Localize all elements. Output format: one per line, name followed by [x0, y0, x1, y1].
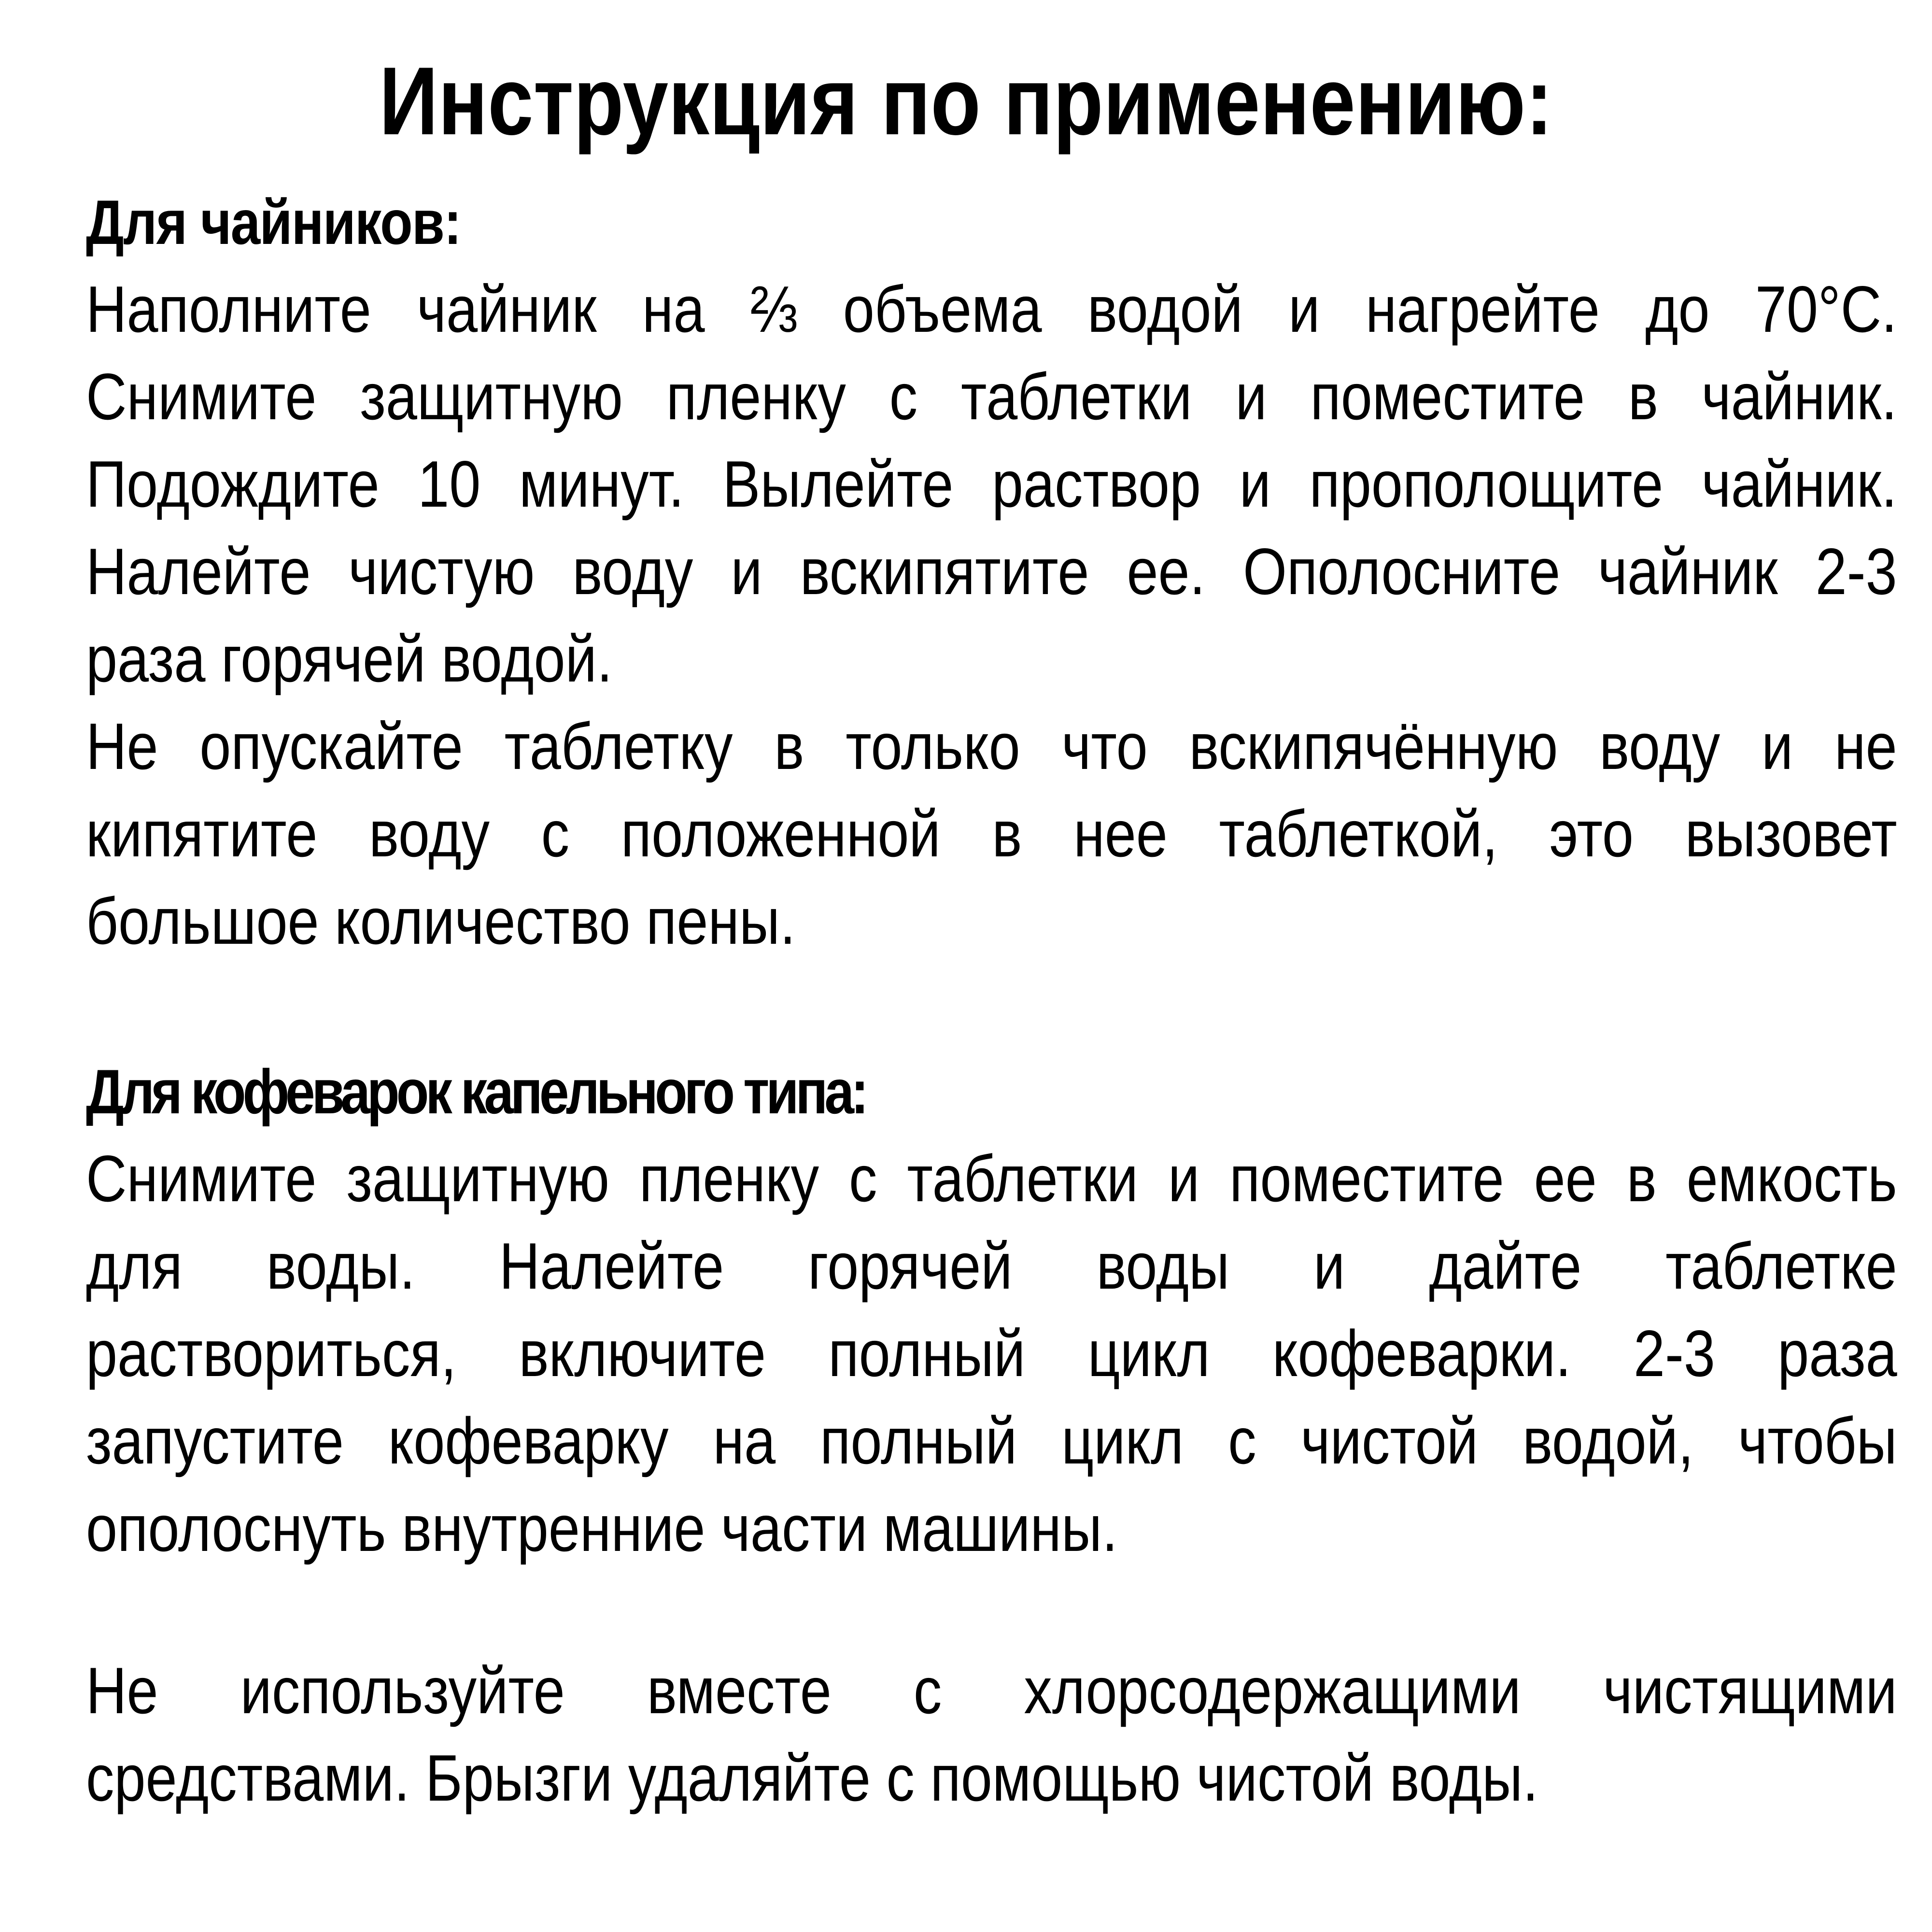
kettles-paragraph-1 [86, 266, 1897, 703]
text-line: раствориться, включите полный цикл кофеварки. 2-3 раза [86, 1317, 1897, 1390]
text-line: ополоснуть внутренние части машины. [86, 1492, 1118, 1565]
warning-paragraph [86, 1647, 1897, 1822]
text-line: средствами. Брызги удаляйте с помощью чистой воды. [86, 1741, 1538, 1815]
text-line: Подождите 10 минут. Вылейте раствор и прополощите чайник. [86, 447, 1897, 521]
text-line: кипятите воду с положенной в нее таблеткой, это вызовет [86, 797, 1897, 870]
text-line: раза горячей водой. [86, 622, 613, 696]
coffee-paragraph [86, 1135, 1897, 1572]
text-line: Не используйте вместе с хлорсодержащими чистящими [86, 1654, 1897, 1727]
section-kettles [86, 179, 1897, 965]
text-line: Снимите защитную пленку с таблетки и поместите в чайник. [86, 360, 1897, 433]
page-title: Инструкция по применению: [379, 47, 1553, 155]
section-coffee-makers [86, 1048, 1897, 1572]
text-line: запустите кофеварку на полный цикл с чистой водой, чтобы [86, 1404, 1897, 1477]
kettles-paragraph-2 [86, 703, 1897, 965]
text-line: Не опускайте таблетку в только что вскипячённую воду и не [86, 710, 1897, 783]
text-line: для воды. Налейте горячей воды и дайте таблетке [86, 1229, 1897, 1303]
text-line: Налейте чистую воду и вскипятите ее. Ополосните чайник 2-3 [86, 535, 1897, 608]
text-line: Снимите защитную пленку с таблетки и поместите ее в емкость [86, 1142, 1897, 1215]
section-warning [86, 1647, 1897, 1822]
text-line: большое количество пены. [86, 884, 796, 958]
text-line: Наполните чайник на ⅔ объема водой и нагрейте до 70°С. [86, 272, 1897, 346]
section-heading-coffee: Для кофеварок капельного типа: [86, 1056, 866, 1127]
section-heading-kettles: Для чайников: [86, 187, 461, 257]
